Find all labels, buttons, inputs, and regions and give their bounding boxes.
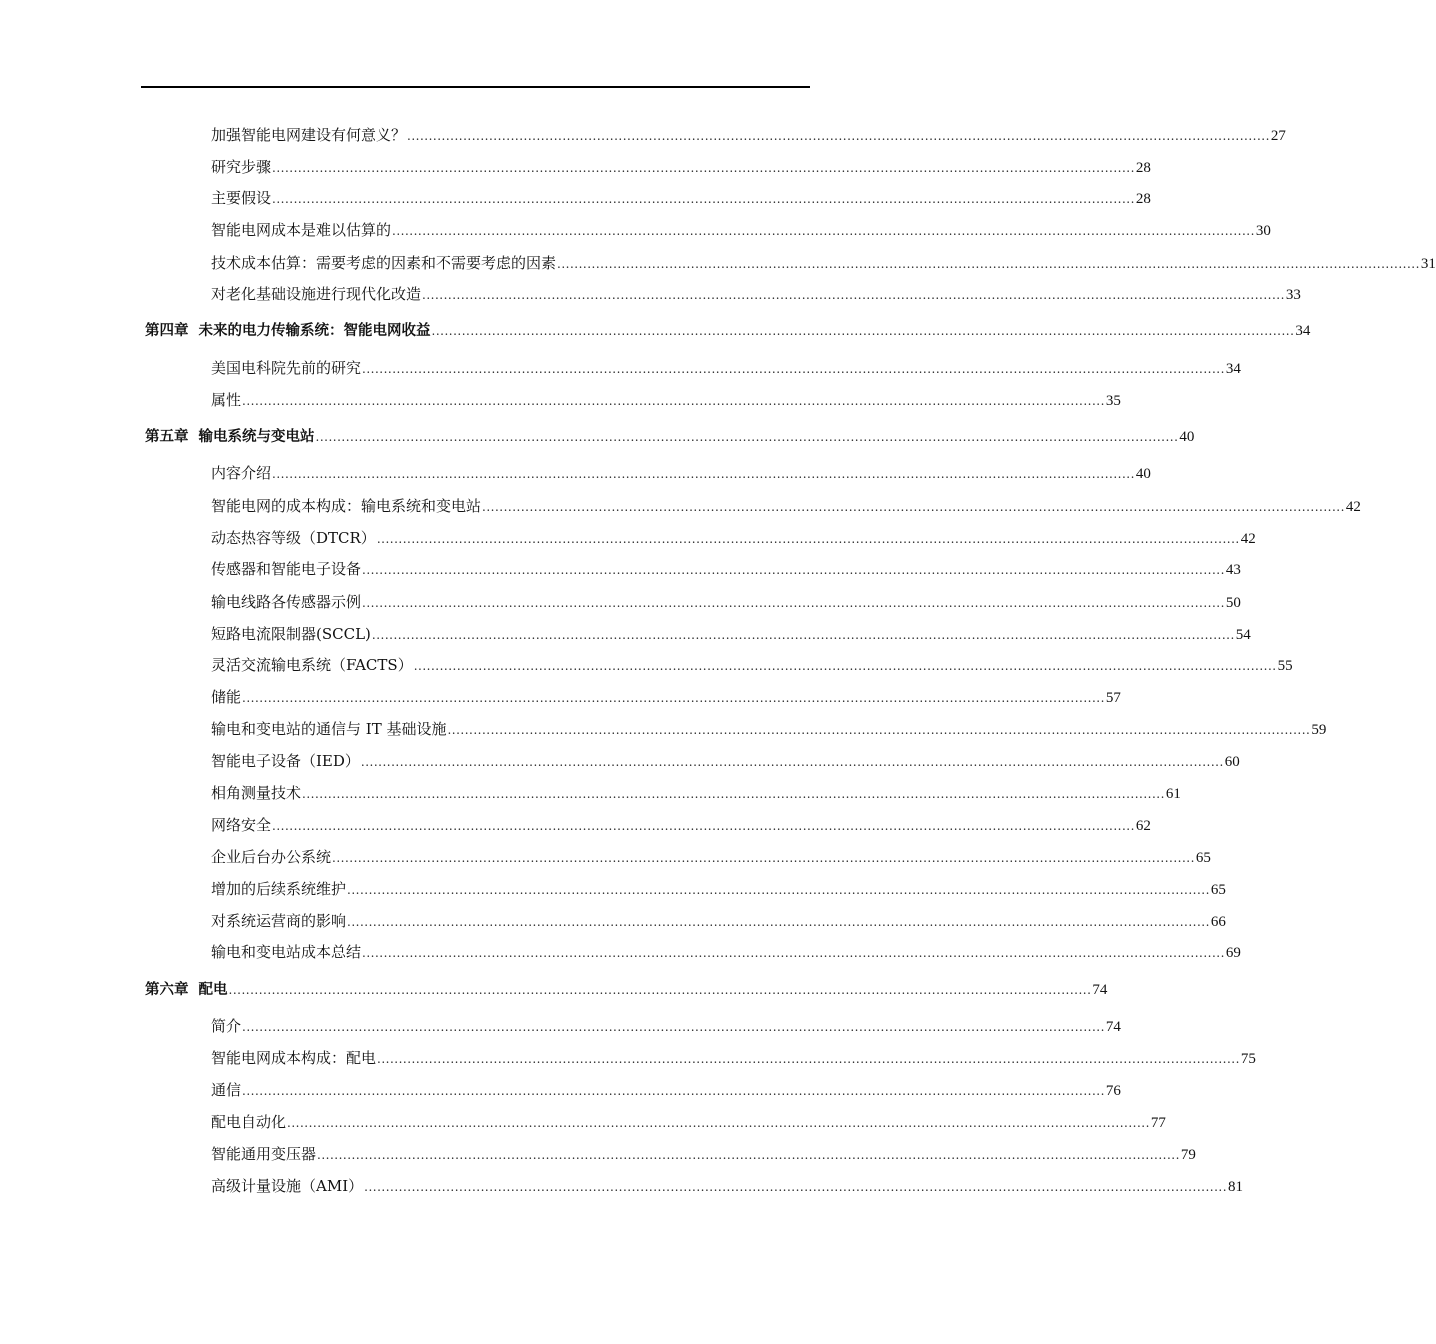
toc-entry[interactable]: [211, 719, 1327, 740]
toc-entry-page: 65: [1210, 882, 1226, 898]
toc-entry[interactable]: [211, 879, 1226, 900]
toc-entry-page: 50: [1225, 595, 1241, 611]
dot-leader: ........................................................................................................................................................................................................: [302, 787, 1165, 801]
toc-entry-page: 69: [1225, 945, 1241, 961]
toc-chapter-title: 未来的电力传输系统：智能电网收益: [198, 323, 431, 339]
toc-entry[interactable]: [211, 911, 1226, 932]
toc-entry-page: 55: [1277, 658, 1293, 674]
dot-leader: ........................................................................................................................................................................................................: [272, 467, 1135, 481]
dot-leader: ........................................................................................................................................................................................................: [360, 755, 1224, 769]
toc-entry-title: 输电和变电站的通信与 IT 基础设施: [211, 720, 447, 738]
dot-leader: ........................................................................................................................................................................................................: [242, 691, 1105, 705]
toc-entry-page: 76: [1105, 1083, 1121, 1099]
toc-entry-page: 60: [1224, 754, 1240, 770]
toc-entry[interactable]: [211, 1144, 1196, 1165]
toc-entry[interactable]: [211, 390, 1121, 411]
toc-entry-title: 主要假设: [211, 189, 272, 207]
toc-entry-page: 81: [1228, 1179, 1244, 1195]
toc-entry-page: 27: [1270, 128, 1286, 144]
dot-leader: ........................................................................................................................................................................................................: [362, 563, 1225, 577]
toc-entry[interactable]: [211, 751, 1240, 772]
toc-entry[interactable]: [211, 1016, 1121, 1037]
toc-entry[interactable]: [211, 559, 1241, 580]
toc-entry-page: 34: [1295, 323, 1311, 339]
toc-entry-title: 属性: [211, 391, 242, 409]
toc-chapter-title: 配电: [198, 982, 228, 998]
toc-entry-page: 54: [1235, 627, 1251, 643]
toc-entry-page: 66: [1210, 914, 1226, 930]
toc-entry-title: 通信: [211, 1081, 242, 1099]
toc-entry-page: 57: [1105, 690, 1121, 706]
dot-leader: ........................................................................................................................................................................................................: [482, 500, 1345, 514]
dot-leader: ........................................................................................................................................................................................................: [362, 596, 1225, 610]
dot-leader: ........................................................................................................................................................................................................: [317, 1148, 1180, 1162]
toc-entry-page: 35: [1105, 393, 1121, 409]
toc-entry[interactable]: [211, 528, 1256, 549]
dot-leader: ........................................................................................................................................................................................................: [413, 659, 1277, 673]
dot-leader: ........................................................................................................................................................................................................: [431, 324, 1295, 338]
toc-entry-page: 31: [1420, 256, 1436, 272]
toc-entry[interactable]: [211, 1176, 1244, 1197]
toc-entry-title: 智能电网成本是难以估算的: [211, 221, 392, 239]
toc-entry-page: 42: [1240, 531, 1256, 547]
toc-entry-title: 研究步骤: [211, 158, 272, 176]
toc-entry[interactable]: [211, 1048, 1256, 1069]
toc-entry[interactable]: [211, 463, 1151, 484]
dot-leader: ........................................................................................................................................................................................................: [242, 1020, 1105, 1034]
toc-entry-page: 34: [1225, 361, 1241, 377]
toc-entry[interactable]: [211, 687, 1121, 708]
toc-entry-page: 43: [1225, 562, 1241, 578]
dot-leader: ........................................................................................................................................................................................................: [347, 883, 1210, 897]
toc-entry-page: 74: [1105, 1019, 1121, 1035]
toc-entry-title: 技术成本估算：需要考虑的因素和不需要考虑的因素: [211, 254, 557, 272]
toc-entry[interactable]: [211, 655, 1293, 676]
toc-entry-title: 增加的后续系统维护: [211, 880, 347, 898]
toc-entry-title: 智能通用变压器: [211, 1145, 317, 1163]
dot-leader: ........................................................................................................................................................................................................: [447, 723, 1311, 737]
toc-entry[interactable]: [211, 358, 1241, 379]
toc-entry-page: 61: [1165, 786, 1181, 802]
toc-entry-title: 网络安全: [211, 816, 272, 834]
toc-entry-page: 28: [1135, 160, 1151, 176]
toc-entry-title: 智能电子设备（IED）: [211, 752, 360, 770]
toc-entry-page: 33: [1285, 287, 1301, 303]
dot-leader: ........................................................................................................................................................................................................: [272, 192, 1135, 206]
toc-entry-page: 59: [1311, 722, 1327, 738]
dot-leader: ........................................................................................................................................................................................................: [362, 362, 1225, 376]
toc-entry[interactable]: [211, 592, 1241, 613]
toc-entry-page: 62: [1135, 818, 1151, 834]
toc-chapter-number: 第六章: [145, 982, 189, 998]
toc-entry-title: 简介: [211, 1017, 242, 1035]
toc-entry[interactable]: [211, 188, 1151, 209]
toc-entry[interactable]: [211, 624, 1251, 645]
dot-leader: ........................................................................................................................................................................................................: [272, 161, 1135, 175]
toc-entry-page: 65: [1195, 850, 1211, 866]
dot-leader: ........................................................................................................................................................................................................: [228, 983, 1092, 997]
toc-entry-title: 配电自动化: [211, 1113, 287, 1131]
toc-entry-page: 77: [1150, 1115, 1166, 1131]
toc-chapter-entry[interactable]: [145, 321, 1311, 341]
toc-entry-title: 对老化基础设施进行现代化改造: [211, 285, 422, 303]
dot-leader: ........................................................................................................................................................................................................: [407, 129, 1270, 143]
toc-entry[interactable]: [211, 253, 1436, 274]
toc-entry[interactable]: [211, 1080, 1121, 1101]
toc-entry[interactable]: [211, 220, 1271, 241]
toc-entry-title: 企业后台办公系统: [211, 848, 332, 866]
toc-entry-title: 输电和变电站成本总结: [211, 943, 362, 961]
dot-leader: ........................................................................................................................................................................................................: [557, 257, 1420, 271]
dot-leader: ........................................................................................................................................................................................................: [242, 1084, 1105, 1098]
toc-entry-title: 相角测量技术: [211, 784, 302, 802]
toc-entry-page: 74: [1092, 982, 1108, 998]
dot-leader: ........................................................................................................................................................................................................: [242, 394, 1105, 408]
dot-leader: ........................................................................................................................................................................................................: [347, 915, 1210, 929]
toc-entry-title: 智能电网的成本构成：输电系统和变电站: [211, 497, 482, 515]
dot-leader: ........................................................................................................................................................................................................: [376, 532, 1240, 546]
toc-entry-page: 42: [1345, 499, 1361, 515]
toc-entry[interactable]: [211, 284, 1301, 305]
toc-entry-title: 储能: [211, 688, 242, 706]
dot-leader: ........................................................................................................................................................................................................: [272, 819, 1135, 833]
toc-entry[interactable]: [211, 847, 1211, 868]
toc-chapter-entry[interactable]: [145, 427, 1195, 447]
toc-entry-title: 传感器和智能电子设备: [211, 560, 362, 578]
toc-entry-title: 对系统运营商的影响: [211, 912, 347, 930]
dot-leader: ........................................................................................................................................................................................................: [315, 430, 1179, 444]
toc-entry-page: 30: [1255, 223, 1271, 239]
toc-entry-title: 美国电科院先前的研究: [211, 359, 362, 377]
toc-entry-title: 灵活交流输电系统（FACTS）: [211, 656, 413, 674]
dot-leader: ........................................................................................................................................................................................................: [287, 1116, 1150, 1130]
toc-entry[interactable]: [211, 125, 1286, 146]
toc-entry[interactable]: [211, 942, 1241, 963]
dot-leader: ........................................................................................................................................................................................................: [332, 851, 1195, 865]
dot-leader: ........................................................................................................................................................................................................: [362, 946, 1225, 960]
toc-entry-title: 输电线路各传感器示例: [211, 593, 362, 611]
toc-entry-page: 75: [1240, 1051, 1256, 1067]
toc-entry[interactable]: [211, 496, 1361, 517]
toc-chapter-title: 输电系统与变电站: [198, 429, 315, 445]
toc-entry-title: 短路电流限制器(SCCL): [211, 625, 371, 643]
toc-entry[interactable]: [211, 783, 1181, 804]
toc-entry-title: 内容介绍: [211, 464, 272, 482]
dot-leader: ........................................................................................................................................................................................................: [371, 628, 1235, 642]
toc-entry-title: 动态热容等级（DTCR）: [211, 529, 376, 547]
toc-entry[interactable]: [211, 157, 1151, 178]
toc-entry-title: 智能电网成本构成：配电: [211, 1049, 377, 1067]
toc-entry-title: 加强智能电网建设有何意义？: [211, 126, 407, 144]
toc-chapter-number: 第五章: [145, 429, 189, 445]
toc-entry[interactable]: [211, 1112, 1166, 1133]
toc-entry-page: 40: [1135, 466, 1151, 482]
toc-entry-title: 高级计量设施（AMI）: [211, 1177, 364, 1195]
dot-leader: ........................................................................................................................................................................................................: [364, 1180, 1228, 1194]
toc-entry-page: 40: [1179, 429, 1195, 445]
toc-entry-page: 79: [1180, 1147, 1196, 1163]
dot-leader: ........................................................................................................................................................................................................: [377, 1052, 1240, 1066]
toc-entry[interactable]: [211, 815, 1151, 836]
dot-leader: ........................................................................................................................................................................................................: [392, 224, 1255, 238]
dot-leader: ........................................................................................................................................................................................................: [422, 288, 1285, 302]
toc-chapter-entry[interactable]: [145, 980, 1108, 1000]
toc-entry-page: 28: [1135, 191, 1151, 207]
toc-chapter-number: 第四章: [145, 323, 189, 339]
